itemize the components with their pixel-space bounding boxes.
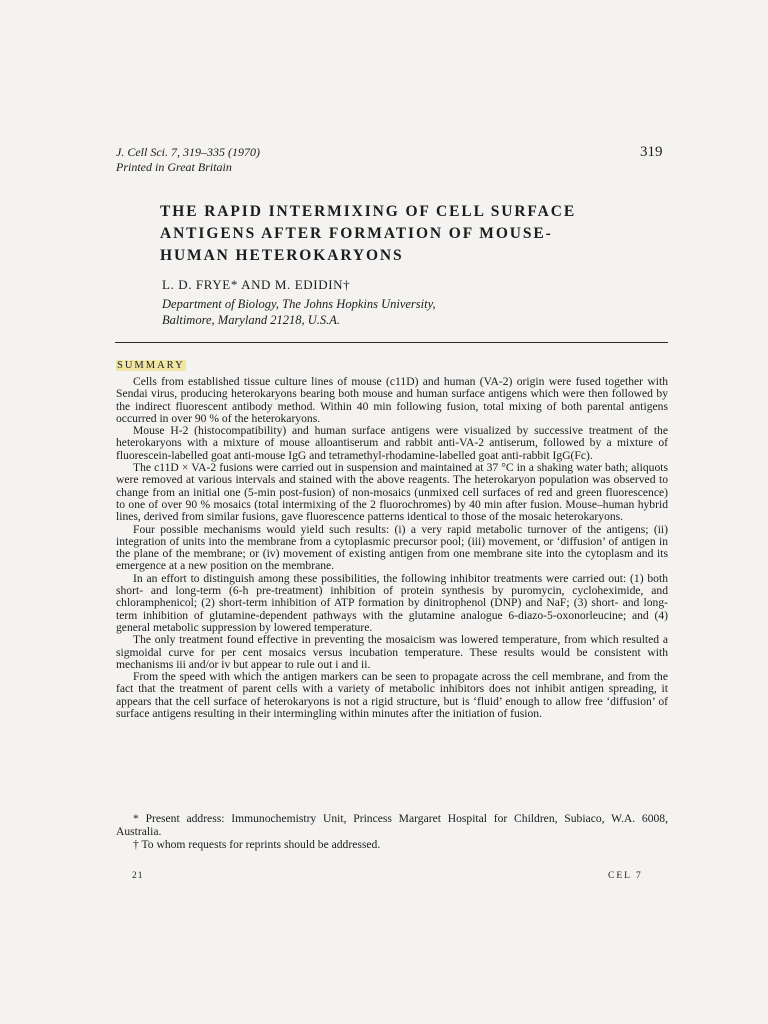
- signature-mark: 21: [132, 871, 144, 881]
- summary-paragraph: Mouse H-2 (histocompatibility) and human surface antigens were visualized by successive treatment of the heterokaryons with a mixture of mouse alloantiserum and rabbit anti-VA-2 antiserum, followed by a mixture of fluorescein-labelled goat anti-mouse IgG and tetramethyl-rhodamine-labelled goat anti-rabbit IgG(Fc).: [116, 424, 668, 462]
- summary-body: [116, 376, 668, 720]
- footnote: * Present address: Immunochemistry Unit, Princess Margaret Hospital for Children, Subiaco, W.A. 6008, Australia.: [116, 812, 668, 838]
- affiliation: [162, 296, 436, 328]
- footnote: † To whom requests for reprints should be addressed.: [133, 838, 381, 851]
- summary-paragraph: Four possible mechanisms would yield such results: (i) a very rapid metabolic turnover of the antigens; (ii) integration of units into the membrane from a cytoplasmic precursor pool; (iii) movement, or ‘diffusion’ of antigen in the plane of the membrane; or (iv) movement of existing antigen from one membrane site into the cytoplasm and its emergence at a new position on the membrane.: [116, 522, 668, 573]
- footnotes: [116, 812, 668, 851]
- summary-paragraph: From the speed with which the antigen markers can be seen to propagate across the cell membrane, and from the fact that the treatment of parent cells with a variety of metabolic inhibitors does not inhibit antigen spreading, it appears that the cell surface of heterokaryons is not a rigid structure, but is ‘fluid’ enough to allow free ‘diffusion’ of surface antigens resulting in their intermingling within minutes after the initiation of fusion.: [116, 670, 668, 721]
- summary-heading: SUMMARY: [117, 360, 185, 371]
- summary-paragraph: The only treatment found effective in preventing the mosaicism was lowered temperature, from which resulted a sigmoidal curve for per cent mosaics versus incubation temperature. These results would be consistent with mechanisms iii and/or iv but appear to rule out i and ii.: [116, 633, 668, 671]
- journal-citation-block: [116, 145, 260, 175]
- title-line: HUMAN HETEROKARYONS: [160, 247, 404, 264]
- journal-code: CEL 7: [608, 871, 643, 881]
- affiliation-line: Department of Biology, The Johns Hopkins University,: [162, 297, 436, 311]
- article-title: [160, 201, 680, 267]
- title-line: ANTIGENS AFTER FORMATION OF MOUSE-: [160, 225, 553, 242]
- summary-paragraph: The c11D × VA-2 fusions were carried out in suspension and maintained at 37 °C in a shaking water bath; aliquots were removed at various intervals and stained with the above reagents. The heterokaryon population was observed to change from an initial one (5-min post-fusion) of non-mosaics (unmixed cell surfaces of red and green fluorescence) to one of over 90 % mosaics (total intermixing of the 2 fluorochromes) by 40 min after fusion. Mouse–human hybrid lines, derived from similar fusions, gave fluorescence patterns identical to those of the mosaic heterokaryons.: [116, 461, 668, 524]
- summary-paragraph: In an effort to distinguish among these possibilities, the following inhibitor treatments were carried out: (1) both short- and long-term (6-h pre-treatment) inhibition of protein synthesis by puromycin, cycloheximide, and chloramphenicol; (2) short-term inhibition of ATP formation by dinitrophenol (DNP) and NaF; (3) short- and long-term inhibition of glutamine-dependent pathways with the glutamine analogue 6-diazo-5-oxonorleucine; and (4) general metabolic suppression by lowered temperature.: [116, 571, 668, 634]
- printed-in: Printed in Great Britain: [116, 160, 232, 174]
- divider: [115, 342, 668, 343]
- summary-paragraph: Cells from established tissue culture lines of mouse (c11D) and human (VA-2) origin were fused together with Sendai virus, producing heterokaryons bearing both mouse and human surface antigens which were then followed by the indirect fluorescent antibody method. Within 40 min following fusion, total mixing of both parental antigens occurred in over 90 % of the heterokaryons.: [116, 375, 668, 425]
- journal-citation: J. Cell Sci. 7, 319–335 (1970): [116, 145, 260, 159]
- title-line: THE RAPID INTERMIXING OF CELL SURFACE: [160, 203, 577, 220]
- page-number: 319: [640, 144, 663, 160]
- authors: L. D. FRYE* AND M. EDIDIN†: [162, 277, 351, 292]
- affiliation-line: Baltimore, Maryland 21218, U.S.A.: [162, 313, 340, 327]
